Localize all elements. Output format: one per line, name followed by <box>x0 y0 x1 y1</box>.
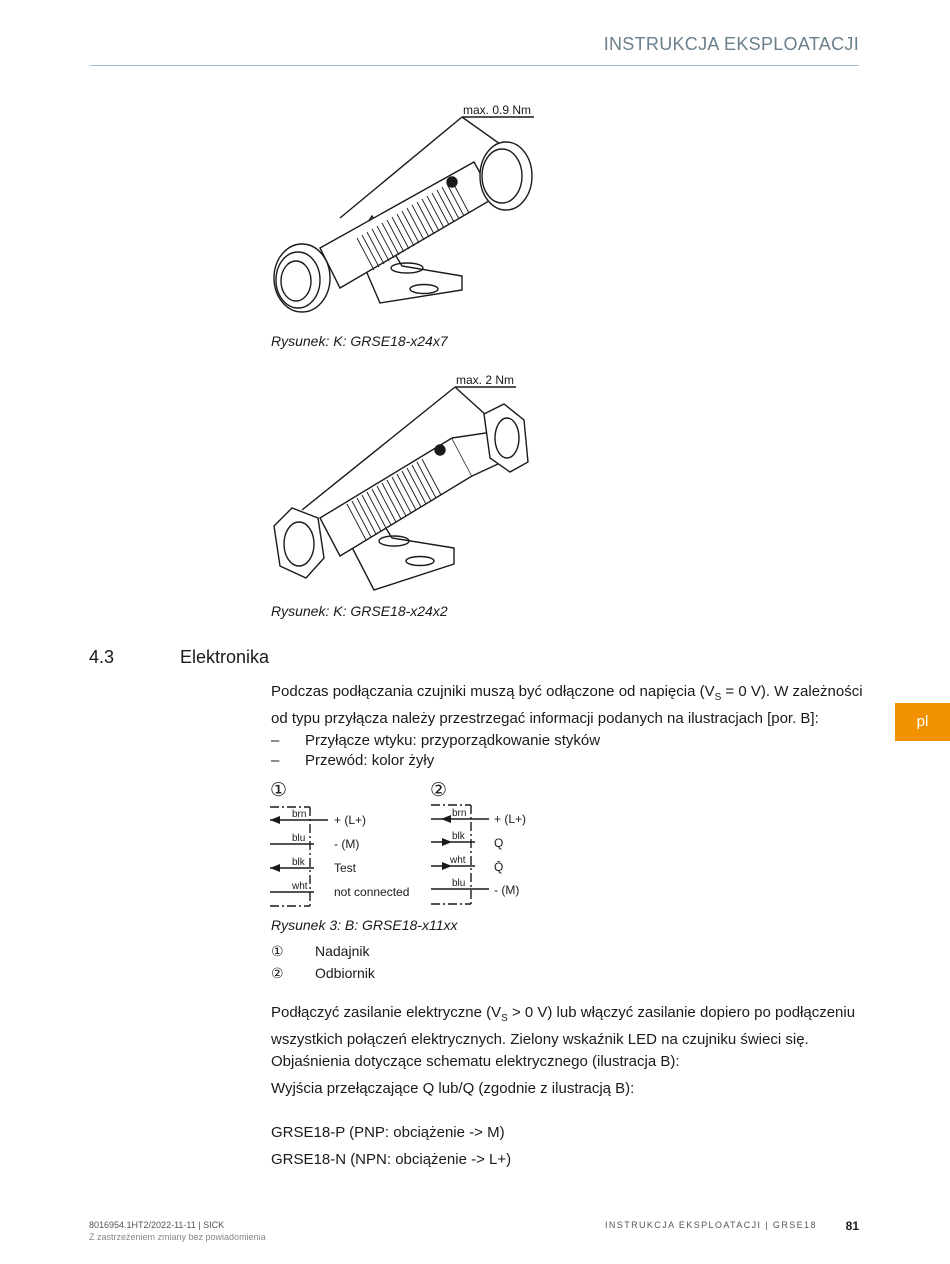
section-number: 4.3 <box>89 647 115 667</box>
power-subscript: S <box>501 1013 508 1024</box>
figure2-torque-label: max. 2 Nm <box>456 373 515 387</box>
power-line1-b: > 0 V) lub włączyć zasilanie dopiero po podłączeniu <box>507 1004 856 1021</box>
wire-color: wht <box>292 881 308 892</box>
language-tab: pl <box>895 703 950 741</box>
intro-paragraph <box>271 681 871 729</box>
footer-notice: Z zastrzeżeniem zmiany bez powiadomienia <box>89 1232 266 1242</box>
wiring-diagram <box>266 776 566 912</box>
bullet-dash: – <box>271 732 280 749</box>
wire-color: blu <box>292 833 306 844</box>
wire-label: - (M) <box>494 883 520 897</box>
legend-label: Odbiornik <box>315 965 375 981</box>
header-divider <box>90 65 859 66</box>
footer-left <box>89 1219 266 1243</box>
arrow-icon <box>270 816 280 824</box>
figure1-caption: Rysunek: K: GRSE18-x24x7 <box>271 333 448 349</box>
wire-label: - (M) <box>334 837 360 851</box>
wiring-right-number: ② <box>430 780 448 801</box>
explanation-text: Objaśnienia dotyczące schematu elektrycznego (ilustracja B): <box>271 1053 680 1070</box>
figure1-torque-label: max. 0.9 Nm <box>463 103 532 117</box>
sensor-figure-2 <box>262 368 542 593</box>
legend-label: Nadajnik <box>315 943 370 959</box>
figure2-caption: Rysunek: K: GRSE18-x24x2 <box>271 603 448 619</box>
legend-number: ① <box>271 943 284 959</box>
arrow-icon <box>442 838 452 846</box>
legend-number: ② <box>271 965 284 981</box>
footer-doc-id: 8016954.1HT2/2022-11-11 | SICK <box>89 1220 225 1230</box>
bullet-text: Przewód: kolor żyły <box>305 752 435 769</box>
wiring-caption: Rysunek 3: B: GRSE18-x11xx <box>271 917 458 933</box>
wire-color: blu <box>452 878 466 889</box>
power-line2: wszystkich połączeń elektrycznych. Zielony wskaźnik LED na czujniku świeci się. <box>271 1031 809 1048</box>
sensor-figure-1 <box>262 98 542 318</box>
header-title: INSTRUKCJA EKSPLOATACJI <box>603 34 859 54</box>
wire-color: wht <box>450 855 466 866</box>
list-item <box>271 731 600 751</box>
bullet-text: Przyłącze wtyku: przyporządkowanie styków <box>305 732 601 749</box>
page-number: 81 <box>845 1219 859 1233</box>
wiring-left-number: ① <box>270 780 288 801</box>
intro-subscript: S <box>714 692 722 703</box>
arrow-icon <box>441 815 451 823</box>
wire-label: Q̄ <box>494 860 504 874</box>
bullet-dash: – <box>271 752 280 769</box>
intro-line1-a: Podczas podłączania czujniki muszą być odłączone od napięcia (V <box>271 683 715 700</box>
wire-color: blk <box>292 857 305 868</box>
list-item <box>271 751 434 771</box>
wire-color: brn <box>292 809 307 820</box>
outputs-text: Wyjścia przełączające Q lub/Q (zgodnie z ilustracją B): <box>271 1080 635 1097</box>
wire-label: Test <box>334 861 357 875</box>
legend-item <box>271 965 375 982</box>
wire-label: Q <box>494 836 504 850</box>
variant-pnp: GRSE18-P (PNP: obciążenie -> M) <box>271 1124 505 1141</box>
intro-line2: od typu przyłącza należy przestrzegać informacji podanych na ilustracjach [por. B]: <box>271 710 819 727</box>
power-line1-a: Podłączyć zasilanie elektryczne (V <box>271 1004 502 1021</box>
variant-npn: GRSE18-N (NPN: obciążenie -> L+) <box>271 1151 512 1168</box>
intro-line1-b: = 0 V). W zależności <box>721 683 863 700</box>
wire-label: + (L+) <box>494 812 527 826</box>
legend-item <box>271 943 369 960</box>
wire-color: blk <box>452 831 465 842</box>
wire-color: brn <box>452 808 467 819</box>
wire-label: not connected <box>334 885 410 899</box>
section-title: Elektronika <box>180 647 270 667</box>
arrow-icon <box>270 864 280 872</box>
footer-center: INSTRUKCJA EKSPLOATACJI | GRSE18 <box>605 1220 817 1230</box>
wire-label: + (L+) <box>334 813 367 827</box>
power-paragraph <box>271 1002 871 1050</box>
